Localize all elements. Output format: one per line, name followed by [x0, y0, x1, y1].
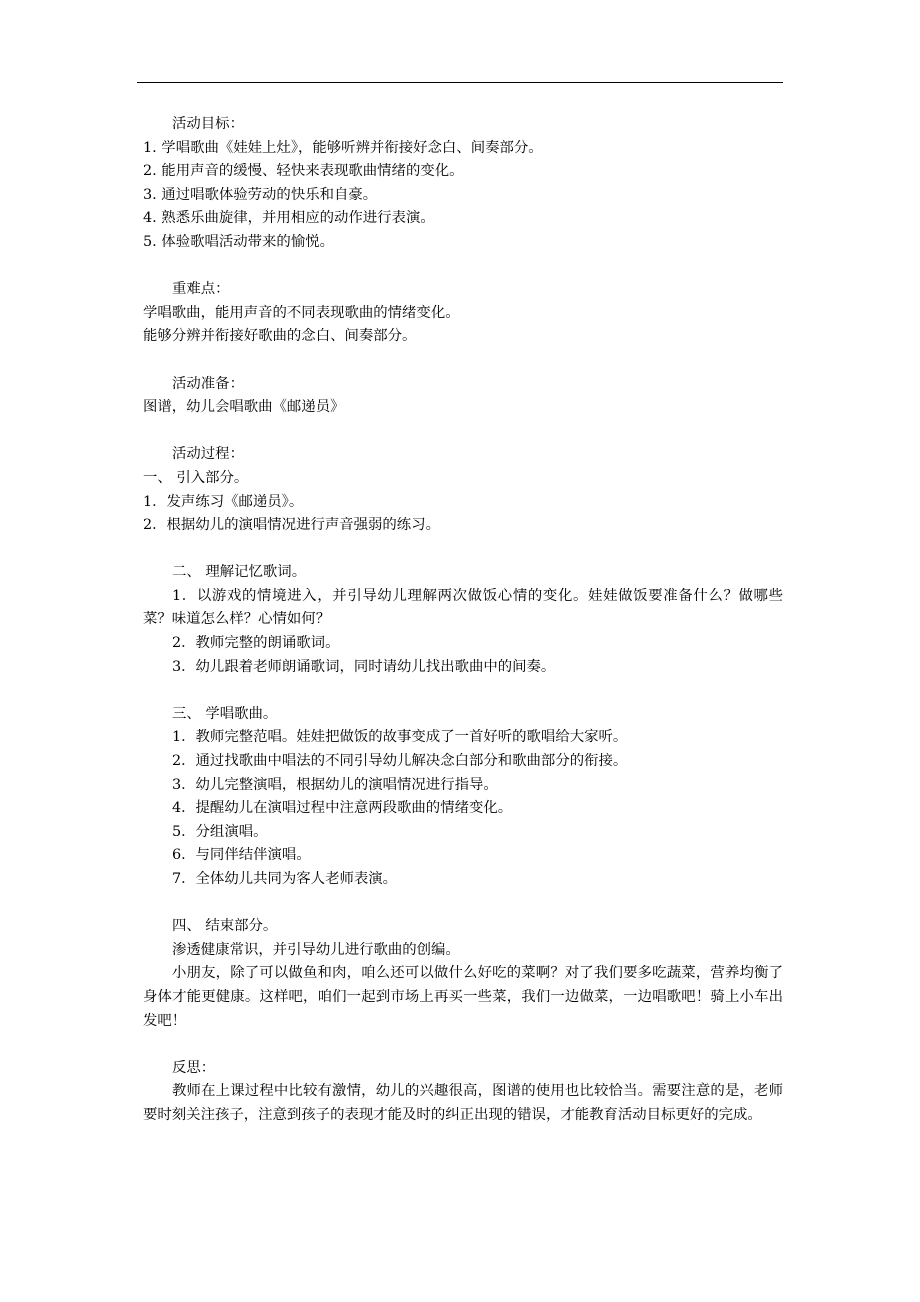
goal-item: 5. 体验歌唱活动带来的愉悦。: [143, 233, 334, 250]
spacer: [143, 892, 783, 916]
part3-item: 7．全体幼儿共同为客人老师表演。: [172, 871, 398, 887]
part4-intro: 渗透健康常识，并引导幼儿进行歌曲的创编。: [172, 941, 460, 958]
header-rule: [137, 82, 783, 83]
spacer: [143, 255, 783, 279]
part2-item: 1．以游戏的情境进入，并引导幼儿理解两次做饭心情的变化。娃娃做饭要准备什么？做哪些菜？味道怎么样？心情如何？: [143, 587, 783, 628]
goal-item: 1. 学唱歌曲《娃娃上灶》，能够听辨并衔接好念白、间奏部分。: [143, 139, 543, 156]
part2-item: 3．幼儿跟着老师朗诵歌词，同时请幼儿找出歌曲中的间奏。: [172, 658, 556, 675]
goal-item: 2. 能用声音的缓慢、轻快来表现歌曲情绪的变化。: [143, 163, 464, 180]
part3-item: 1．教师完整范唱。娃娃把做饭的故事变成了一首好听的歌唱给大家听。: [172, 729, 628, 746]
part3-item: 5．分组演唱。: [172, 823, 268, 840]
spacer: [143, 1033, 783, 1057]
part4-title: 四、 结束部分。: [172, 918, 278, 935]
spacer: [143, 420, 783, 444]
goal-item: 4. 熟悉乐曲旋律，并用相应的动作进行表演。: [143, 210, 435, 227]
preparation-text: 图谱，幼儿会唱歌曲《邮递员》: [143, 399, 345, 416]
reflection-heading: 反思：: [172, 1059, 216, 1076]
goal-item: 3. 通过唱歌体验劳动的快乐和自豪。: [143, 186, 378, 203]
part3-item: 4．提醒幼儿在演唱过程中注意两段歌曲的情绪变化。: [172, 800, 513, 817]
part1-item: 2．根据幼儿的演唱情况进行声音强弱的练习。: [143, 517, 440, 534]
key-point-item: 能够分辨并衔接好歌曲的念白、间奏部分。: [143, 328, 417, 345]
part2-title: 二、 理解记忆歌词。: [172, 564, 307, 581]
part1-title: 一、 引入部分。: [143, 469, 249, 486]
part3-item: 3．幼儿完整演唱，根据幼儿的演唱情况进行指导。: [172, 776, 498, 793]
goals-heading: 活动目标：: [172, 116, 244, 132]
part3-item: 6．与同伴结伴演唱。: [172, 847, 311, 864]
spacer: [143, 538, 783, 562]
process-heading: 活动过程：: [172, 446, 244, 463]
spacer: [143, 349, 783, 373]
part4-speech: 小朋友，除了可以做鱼和肉，咱么还可以做什么好吃的菜啊？对了我们要多吃蔬菜，营养均衡了身体才能更健康。这样吧，咱们一起到市场上再买一些菜，我们一边做菜，一边唱歌吧！骑上小车出发吧！: [143, 965, 783, 1029]
key-points-heading: 重难点：: [172, 281, 230, 298]
part3-title: 三、 学唱歌曲。: [172, 705, 278, 722]
reflection-text: 教师在上课过程中比较有激情，幼儿的兴趣很高，图谱的使用也比较恰当。需要注意的是，老师要时刻关注孩子，注意到孩子的表现才能及时的纠正出现的错误，才能教育活动目标更好的完成。: [143, 1083, 783, 1123]
spacer: [143, 679, 783, 703]
document-body: [143, 113, 783, 1128]
preparation-heading: 活动准备：: [172, 375, 244, 392]
part1-item: 1．发声练习《邮递员》。: [143, 493, 304, 510]
part2-item: 2．教师完整的朗诵歌词。: [172, 635, 340, 652]
part3-item: 2．通过找歌曲中唱法的不同引导幼儿解决念白部分和歌曲部分的衔接。: [172, 753, 628, 770]
key-point-item: 学唱歌曲，能用声音的不同表现歌曲的情绪变化。: [143, 304, 460, 321]
